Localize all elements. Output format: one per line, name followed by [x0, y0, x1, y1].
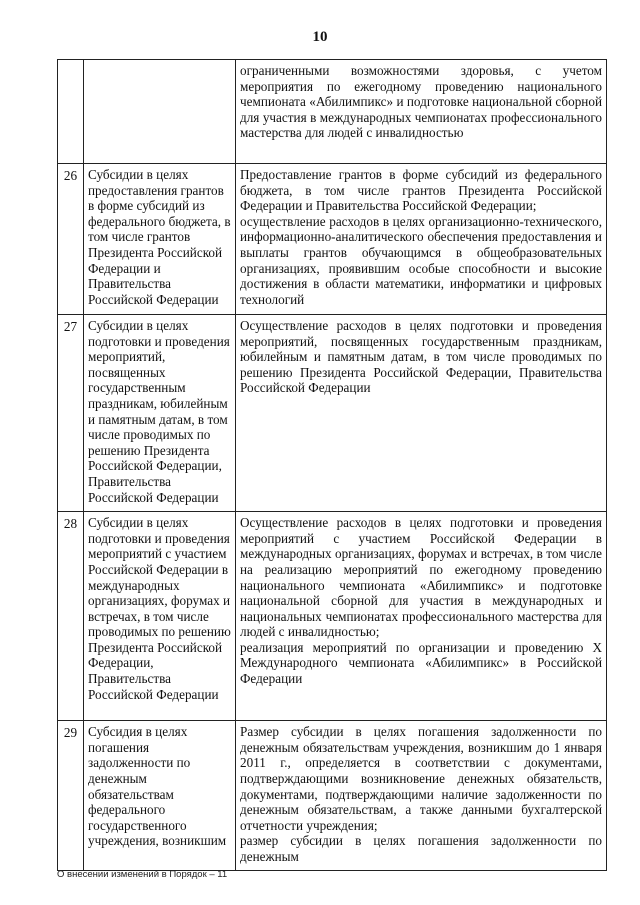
table-body — [58, 60, 607, 871]
description-paragraph: размер субсидии в целях погашения задолженности по денежным — [240, 833, 602, 864]
description-paragraph: Осуществление расходов в целях подготовки и проведения мероприятий, посвященных государственным праздникам, юбилейным и памятным датам, в том числе проводимых по решению Президента Российской Федерации, Правительства Российской Федерации — [240, 318, 602, 396]
subsidy-name: Субсидии в целях подготовки и проведения мероприятий, посвященных государственным праздникам, юбилейным и памятным датам, в том числе проводимых по решению Президента Российской Федерации, Правительства Российской Федерации — [84, 315, 236, 512]
description-paragraph: Предоставление грантов в форме субсидий из федерального бюджета, в том числе грантов Президента Российской Федерации и Правительства Российской Федерации; — [240, 167, 602, 214]
table-row — [58, 512, 607, 721]
subsidy-description — [236, 60, 607, 164]
table-row — [58, 721, 607, 871]
description-paragraph: Осуществление расходов в целях подготовки и проведения мероприятий с участием Российской Федерации в международных организациях, форумах и встречах, в том числе на реализацию мероприятий по ежегодному проведению национального чемпионата «Абилимпикс» и подготовке национальной сборной для участия в международных и национальных чемпионатах профессионального мастерства для людей с инвалидностью; — [240, 515, 602, 640]
description-paragraph: осуществление расходов в целях организационно-технического, информационно-аналитического обеспечения предоставления и выплаты грантов обучающимся в общеобразовательных организациях, проявившим особые способности и высокие достижения в области математики, информатики и цифровых технологий — [240, 213, 602, 307]
row-number: 27 — [58, 315, 84, 512]
row-number: 28 — [58, 512, 84, 721]
table-row — [58, 60, 607, 164]
subsidy-description — [236, 512, 607, 721]
description-paragraph: реализация мероприятий по организации и проведению X Международного чемпионата «Абилимпикс» в Российской Федерации — [240, 639, 602, 687]
description-paragraph: Размер субсидии в целях погашения задолженности по денежным обязательствам учреждения, возникшим до 1 января 2011 г., определяется в соответствии с документами, подтверждающими возникновение денежных обязательств, документами, подтверждающими наличие задолженности по денежным обязательствам, а также данными бухгалтерской отчетности учреждения; — [240, 724, 602, 833]
subsidy-name: Субсидия в целях погашения задолженности по денежным обязательствам федерального государственного учреждения, возникшим — [84, 721, 236, 871]
row-number: 29 — [58, 721, 84, 871]
page-number: 10 — [312, 29, 328, 45]
subsidy-name — [84, 60, 236, 164]
row-number: 26 — [58, 164, 84, 315]
subsidy-description — [236, 164, 607, 315]
table-row — [58, 164, 607, 315]
row-number — [58, 60, 84, 164]
table-row — [58, 315, 607, 512]
subsidy-name: Субсидии в целях предоставления грантов в форме субсидий из федерального бюджета, в том числе грантов Президента Российской Федерации и Правительства Российской Федерации — [84, 164, 236, 315]
subsidy-description — [236, 721, 607, 871]
subsidy-name: Субсидии в целях подготовки и проведения мероприятий с участием Российской Федерации в международных организациях, форумах и встречах, в том числе проводимых по решению Президента Российской Федерации, Правительства Российской Федерации — [84, 512, 236, 721]
subsidy-description — [236, 315, 607, 512]
description-paragraph: ограниченными возможностями здоровья, с учетом мероприятия по ежегодному проведению национального чемпионата «Абилимпикс» и подготовке национальной сборной для участия в международных чемпионатах профессионального мастерства для людей с инвалидностью — [240, 63, 602, 141]
footer-note: О внесении изменений в Порядок – 11 — [57, 869, 228, 880]
subsidy-table — [57, 59, 607, 871]
